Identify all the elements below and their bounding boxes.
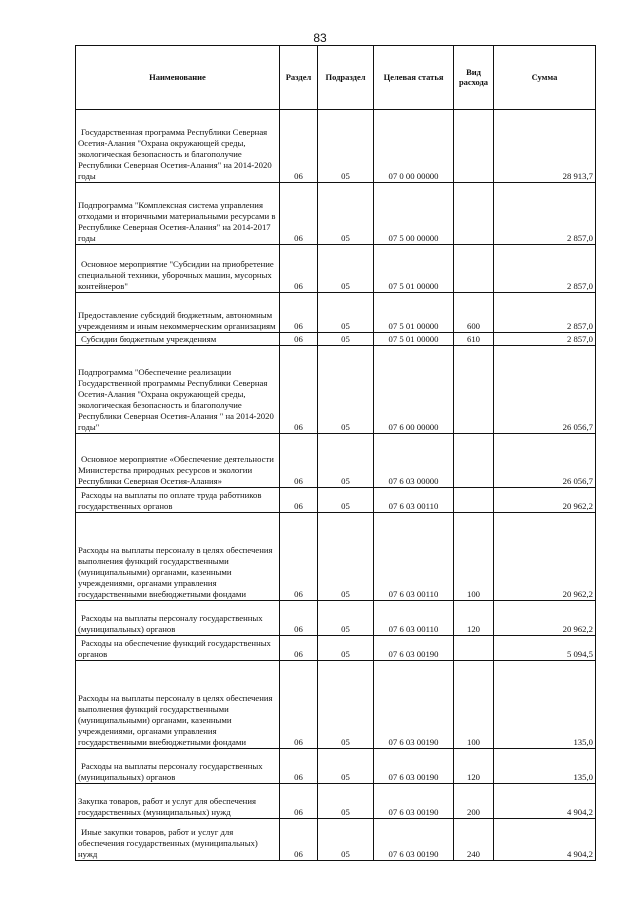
cell-sum: 4 904,2	[494, 819, 596, 861]
cell-subsection: 05	[318, 245, 374, 293]
cell-section: 06	[280, 183, 318, 245]
cell-sum: 28 913,7	[494, 110, 596, 183]
cell-subsection: 05	[318, 749, 374, 784]
table-row	[76, 661, 596, 749]
table-row	[76, 601, 596, 636]
cell-subsection: 05	[318, 488, 374, 513]
cell-section: 06	[280, 245, 318, 293]
header-name: Наименование	[76, 46, 280, 110]
cell-kind	[454, 346, 494, 434]
cell-sum: 135,0	[494, 661, 596, 749]
cell-target: 07 6 03 00190	[374, 784, 454, 819]
cell-subsection: 05	[318, 110, 374, 183]
cell-section: 06	[280, 346, 318, 434]
cell-kind	[454, 434, 494, 488]
cell-section: 06	[280, 636, 318, 661]
cell-section: 06	[280, 110, 318, 183]
cell-name: Субсидии бюджетным учреждениям	[76, 333, 280, 346]
cell-name: Расходы на выплаты персоналу государственных (муниципальных) органов	[76, 749, 280, 784]
table-row	[76, 636, 596, 661]
cell-kind	[454, 636, 494, 661]
cell-subsection: 05	[318, 513, 374, 601]
cell-subsection: 05	[318, 661, 374, 749]
cell-subsection: 05	[318, 346, 374, 434]
cell-name: Расходы на выплаты по оплате труда работников государственных органов	[76, 488, 280, 513]
cell-name: Иные закупки товаров, работ и услуг для обеспечения государственных (муниципальных) нужд	[76, 819, 280, 861]
cell-target: 07 6 03 00110	[374, 513, 454, 601]
cell-target: 07 6 03 00190	[374, 636, 454, 661]
cell-kind: 100	[454, 513, 494, 601]
cell-section: 06	[280, 488, 318, 513]
cell-target: 07 0 00 00000	[374, 110, 454, 183]
cell-sum: 2 857,0	[494, 183, 596, 245]
budget-table	[75, 45, 596, 861]
cell-target: 07 6 03 00190	[374, 661, 454, 749]
cell-kind: 240	[454, 819, 494, 861]
cell-section: 06	[280, 784, 318, 819]
cell-target: 07 6 03 00190	[374, 749, 454, 784]
header-subsection: Подраздел	[318, 46, 374, 110]
table-row	[76, 245, 596, 293]
cell-name: Основное мероприятие "Субсидии на приобретение специальной техники, уборочных машин, мусорных контейнеров"	[76, 245, 280, 293]
cell-name: Расходы на обеспечение функций государственных органов	[76, 636, 280, 661]
cell-subsection: 05	[318, 784, 374, 819]
cell-name: Расходы на выплаты персоналу государственных (муниципальных) органов	[76, 601, 280, 636]
cell-kind	[454, 488, 494, 513]
header-sum: Сумма	[494, 46, 596, 110]
cell-target: 07 5 00 00000	[374, 183, 454, 245]
cell-section: 06	[280, 749, 318, 784]
cell-name: Расходы на выплаты персоналу в целях обеспечения выполнения функций государственными (муниципальными) органами, казенными учреждениями, органами управления государственными внебюджетными фондами	[76, 513, 280, 601]
cell-section: 06	[280, 601, 318, 636]
cell-section: 06	[280, 293, 318, 333]
cell-sum: 2 857,0	[494, 245, 596, 293]
table-row	[76, 488, 596, 513]
table-row	[76, 784, 596, 819]
cell-name: Основное мероприятие «Обеспечение деятельности Министерства природных ресурсов и экологии Республики Северная Осетия-Алания»	[76, 434, 280, 488]
cell-sum: 5 094,5	[494, 636, 596, 661]
cell-name: Государственная программа Республики Северная Осетия-Алания "Охрана окружающей среды, экологическая безопасность и благополучие Республики Северная Осетия-Алания" на 2014-2020 годы	[76, 110, 280, 183]
table-row	[76, 346, 596, 434]
cell-subsection: 05	[318, 601, 374, 636]
cell-kind	[454, 183, 494, 245]
cell-sum: 26 056,7	[494, 434, 596, 488]
header-section: Раздел	[280, 46, 318, 110]
cell-section: 06	[280, 819, 318, 861]
cell-sum: 20 962,2	[494, 513, 596, 601]
table-row	[76, 749, 596, 784]
cell-sum: 2 857,0	[494, 333, 596, 346]
cell-target: 07 5 01 00000	[374, 245, 454, 293]
cell-name: Предоставление субсидий бюджетным, автономным учреждениям и иным некоммерческим организациям	[76, 293, 280, 333]
cell-kind: 600	[454, 293, 494, 333]
cell-kind: 610	[454, 333, 494, 346]
cell-section: 06	[280, 333, 318, 346]
table-row	[76, 110, 596, 183]
cell-sum: 26 056,7	[494, 346, 596, 434]
cell-target: 07 6 03 00110	[374, 601, 454, 636]
table-header-row	[76, 46, 596, 110]
cell-kind: 100	[454, 661, 494, 749]
table-row	[76, 183, 596, 245]
cell-sum: 135,0	[494, 749, 596, 784]
cell-target: 07 6 00 00000	[374, 346, 454, 434]
cell-sum: 2 857,0	[494, 293, 596, 333]
cell-target: 07 5 01 00000	[374, 293, 454, 333]
cell-name: Подпрограмма "Обеспечение реализации Государственной программы Республики Северная Осетия-Алания "Охрана окружающей среды, экологическая безопасность и благополучие Республики Северная Осетия-Алания " на 2014-2020 годы"	[76, 346, 280, 434]
cell-sum: 20 962,2	[494, 601, 596, 636]
table-row	[76, 513, 596, 601]
cell-name: Закупка товаров, работ и услуг для обеспечения государственных (муниципальных) нужд	[76, 784, 280, 819]
cell-subsection: 05	[318, 636, 374, 661]
cell-kind	[454, 245, 494, 293]
cell-target: 07 6 03 00110	[374, 488, 454, 513]
cell-target: 07 6 03 00000	[374, 434, 454, 488]
cell-kind: 200	[454, 784, 494, 819]
cell-kind	[454, 110, 494, 183]
cell-section: 06	[280, 513, 318, 601]
cell-sum: 20 962,2	[494, 488, 596, 513]
cell-subsection: 05	[318, 183, 374, 245]
cell-subsection: 05	[318, 293, 374, 333]
table-row	[76, 333, 596, 346]
cell-sum: 4 904,2	[494, 784, 596, 819]
cell-subsection: 05	[318, 819, 374, 861]
table-row	[76, 293, 596, 333]
cell-name: Расходы на выплаты персоналу в целях обеспечения выполнения функций государственными (муниципальными) органами, казенными учреждениями, органами управления государственными внебюджетными фондами	[76, 661, 280, 749]
cell-name: Подпрограмма "Комплексная система управления отходами и вторичными материальными ресурсами в Республике Северная Осетия-Алания" на 2014-2017 годы	[76, 183, 280, 245]
page-number: 83	[313, 31, 327, 45]
table-row	[76, 819, 596, 861]
cell-section: 06	[280, 661, 318, 749]
cell-kind: 120	[454, 601, 494, 636]
cell-subsection: 05	[318, 434, 374, 488]
header-kind: Вид расхода	[454, 46, 494, 110]
cell-kind: 120	[454, 749, 494, 784]
table-body	[76, 110, 596, 861]
cell-subsection: 05	[318, 333, 374, 346]
cell-section: 06	[280, 434, 318, 488]
cell-target: 07 5 01 00000	[374, 333, 454, 346]
header-target: Целевая статья	[374, 46, 454, 110]
cell-target: 07 6 03 00190	[374, 819, 454, 861]
table-row	[76, 434, 596, 488]
